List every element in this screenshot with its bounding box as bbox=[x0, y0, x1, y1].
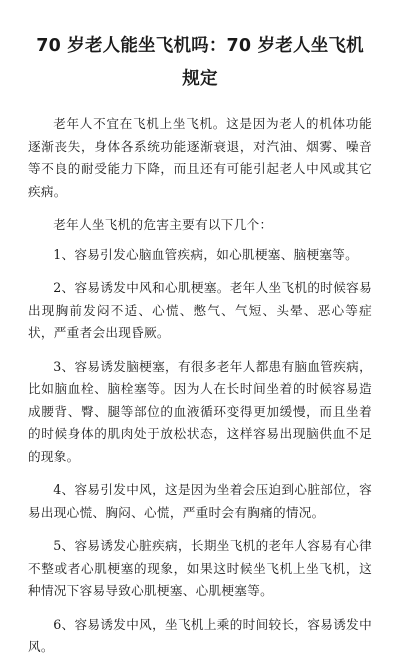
list-lead-paragraph: 老年人坐飞机的危害主要有以下几个： bbox=[53, 217, 273, 232]
list-item-3: 3、容易诱发脑梗塞，有很多老年人都患有脑血管疾病，比如脑血栓、脑栓塞等。因为人在长时间坐着的时候容易造成腰背、臀、腿等部位的血液循环变得更加缓慢，而且坐着的时候身体的肌肉处于放松状态，这样容易出现脑供血不足的现象。 bbox=[28, 358, 372, 464]
list-item-4: 4、容易引发中风，这是因为坐着会压迫到心脏部位，容易出现心慌、胸闷、心慌，严重时会有胸痛的情况。 bbox=[28, 482, 372, 520]
list-item-2: 2、容易诱发中风和心肌梗塞。老年人坐飞机的时候容易出现胸前发闷不适、心慌、憋气、气短、头晕、恶心等症状，严重者会出现昏厥。 bbox=[28, 280, 372, 340]
list-item-5: 5、容易诱发心脏疾病，长期坐飞机的老年人容易有心律不整或者心肌梗塞的现象，如果这时候坐飞机上坐飞机，这种情况下容易导致心肌梗塞、心肌梗塞等。 bbox=[28, 538, 372, 598]
list-item-6: 6、容易诱发中风，坐飞机上乘的时间较长，容易诱发中风。 bbox=[28, 616, 372, 654]
document-title: 70 岁老人能坐飞机吗：70 岁老人坐飞机规定 bbox=[36, 36, 364, 89]
list-item-1: 1、容易引发心脑血管疾病，如心肌梗塞、脑梗塞等。 bbox=[53, 246, 359, 262]
intro-paragraph: 老年人不宜在飞机上坐飞机。这是因为老人的机体功能逐渐丧失，身体各系统功能逐渐衰退，对汽油、烟雾、噪音等不良的耐受能力下降，而且还有可能引起老人中风或其它疾病。 bbox=[28, 116, 372, 199]
